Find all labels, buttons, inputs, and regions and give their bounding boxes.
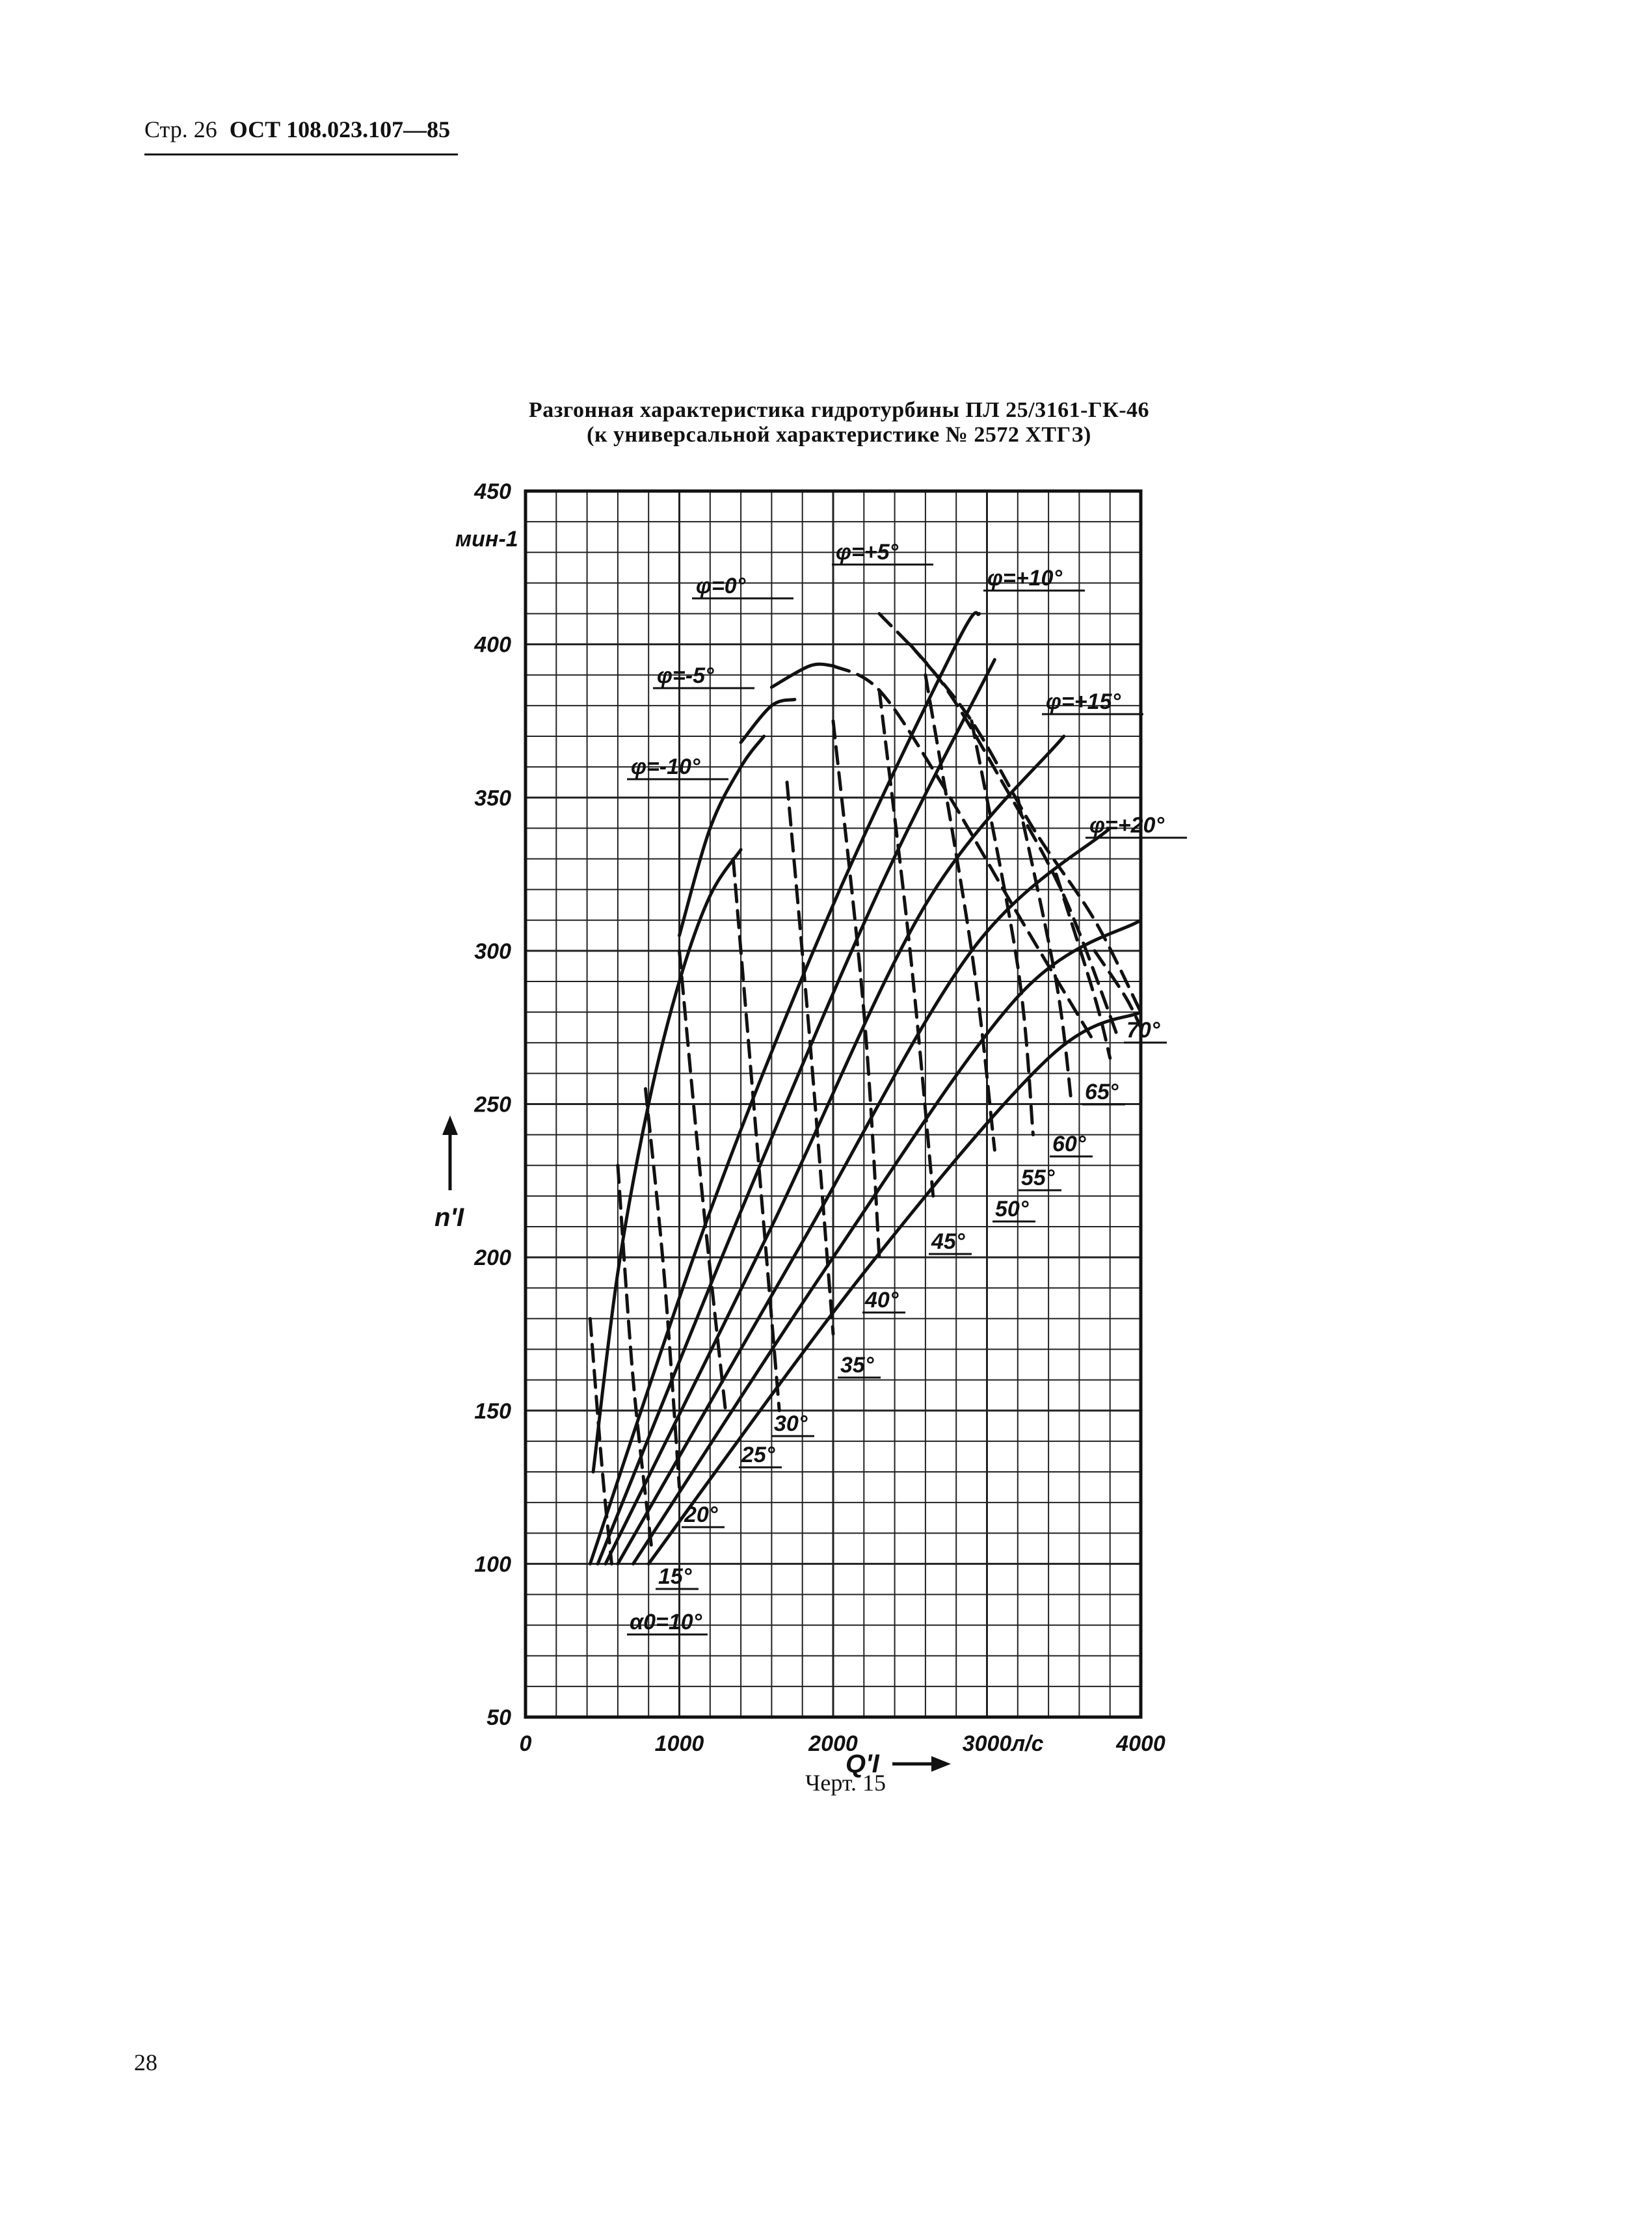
alpha-label: 40° bbox=[865, 1288, 899, 1313]
x-tick-label: 3000 bbox=[962, 1731, 1012, 1756]
y-tick-label: 300 bbox=[474, 939, 511, 964]
alpha-label: 45° bbox=[931, 1229, 965, 1254]
phi-label: φ=+10° bbox=[987, 566, 1063, 591]
alpha-line-2 bbox=[618, 1166, 652, 1549]
figure-caption: Черт. 15 bbox=[805, 1770, 886, 1796]
alpha-label: 60° bbox=[1052, 1132, 1086, 1156]
page-header-prefix: Стр. 26 bbox=[144, 116, 217, 142]
phi-line-1 bbox=[593, 849, 741, 1472]
chart-labels bbox=[434, 479, 1187, 1778]
alpha-label: 50° bbox=[995, 1197, 1029, 1221]
x-tick-label: 2000 bbox=[808, 1731, 858, 1756]
chart-grid bbox=[526, 491, 1141, 1717]
y-tick-label: 450 bbox=[474, 479, 511, 504]
y-tick-label: 150 bbox=[474, 1398, 511, 1424]
phi-label: φ=+15° bbox=[1046, 689, 1121, 714]
phi-label: φ=+5° bbox=[836, 540, 899, 565]
phi-label: φ=+20° bbox=[1089, 813, 1165, 838]
x-tick-label: 4000 bbox=[1116, 1731, 1166, 1756]
x-axis-label: Q'I bbox=[846, 1750, 879, 1778]
y-axis-arrowhead bbox=[442, 1115, 458, 1135]
page-number: 28 bbox=[134, 2049, 157, 2075]
x-tick-label: 1000 bbox=[654, 1731, 704, 1756]
alpha-label: 15° bbox=[658, 1564, 692, 1589]
alpha-label: α0=10° bbox=[630, 1610, 702, 1634]
y-tick-label: 250 bbox=[474, 1092, 511, 1117]
chart-subtitle: (к универсальной характеристике № 2572 ХТГЗ) bbox=[587, 423, 1091, 447]
alpha-label: 70° bbox=[1126, 1018, 1160, 1043]
phi-label: φ=-5° bbox=[657, 663, 714, 688]
alpha-label: 30° bbox=[774, 1411, 808, 1436]
x-tick-label: 0 bbox=[519, 1731, 532, 1756]
alpha-line-9 bbox=[926, 675, 994, 1150]
page-header-standard: ОСТ 108.023.107—85 bbox=[229, 116, 451, 142]
y-tick-label: 100 bbox=[474, 1552, 511, 1577]
x-axis-unit: л/с bbox=[1011, 1731, 1044, 1756]
y-tick-label: 50 bbox=[486, 1705, 511, 1730]
y-tick-label: 200 bbox=[474, 1246, 511, 1271]
alpha-label: 20° bbox=[684, 1502, 718, 1527]
alpha-line-6 bbox=[787, 782, 833, 1334]
phi-label: φ=-10° bbox=[631, 754, 700, 779]
alpha-label: 65° bbox=[1085, 1080, 1119, 1104]
phi-label: φ=0° bbox=[696, 574, 746, 598]
y-tick-label: 400 bbox=[474, 632, 511, 658]
alpha-label: 35° bbox=[840, 1353, 874, 1378]
chart-title: Разгонная характеристика гидротурбины ПЛ 25/3161-ГК-46 bbox=[528, 398, 1150, 422]
y-axis-label: n'I bbox=[434, 1203, 464, 1232]
y-tick-label: 350 bbox=[474, 786, 511, 811]
alpha-label: 55° bbox=[1021, 1166, 1055, 1190]
y-axis-unit: мин-1 bbox=[455, 527, 518, 552]
alpha-label: 25° bbox=[741, 1443, 775, 1467]
phi-line-6 bbox=[879, 614, 1118, 1037]
